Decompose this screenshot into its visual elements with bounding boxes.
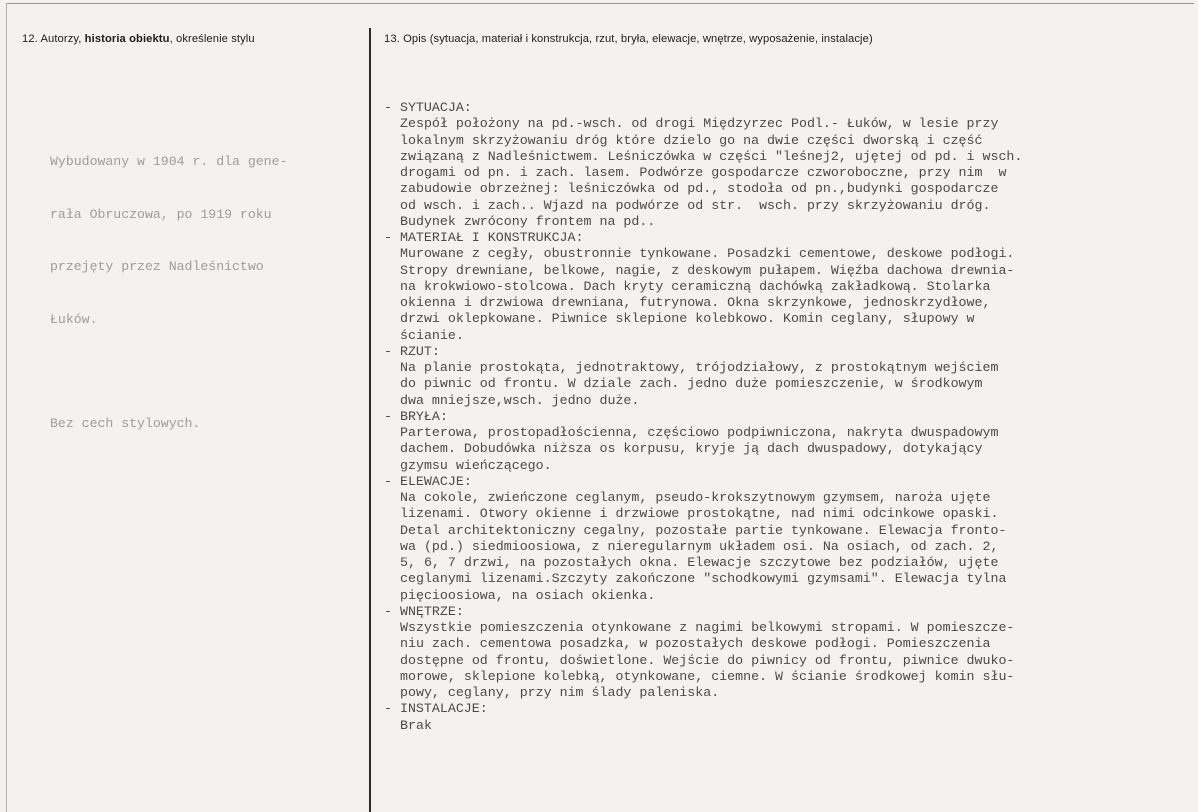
description-line: na krokwiowo-stolcowa. Dach kryty ceramiczną dachówką zakładkową. Stolarka	[400, 278, 991, 294]
description-line: Zespół położony na pd.-wsch. od drogi Międzyrzec Podl.- Łuków, w lesie przy	[400, 116, 999, 132]
description-line: Na cokole, zwieńczone ceglanym, pseudo-krokszytnowym gzymsem, naroża ujęte	[400, 490, 991, 505]
description-line: ceglanymi lizenami.Szczyty zakończone "schodkowymi gzymsami". Elewacja tylna	[400, 571, 1007, 587]
description-line: Stropy drewniane, belkowe, nagie, z deskowym pułapem. Więźba dachowa drewnia-	[400, 262, 1015, 278]
section-heading-elewacje: - ELEWACJE:	[384, 473, 472, 489]
description-line: dostępne od frontu, doświetlone. Wejście do piwnicy od frontu, piwnice dwuko-	[400, 652, 1015, 668]
description-line: niu zach. cementowa posadzka, w pozostałych deskowe podłogi. Pomieszczenia	[400, 636, 991, 652]
column-divider	[369, 28, 371, 812]
section-13-title: Opis (sytuacja, materiał i konstrukcja, rzut, bryła, elewacje, wnętrze, wyposażenie, instalacje)	[403, 33, 873, 45]
section-12-number: 12.	[22, 33, 38, 45]
section-heading-bryla: - BRYŁA:	[384, 408, 448, 424]
frame-top-border	[6, 3, 1194, 4]
section-heading-instalacje: - INSTALACJE:	[384, 701, 488, 717]
section-13-header	[384, 33, 873, 45]
description-line: okienna i drzwiowa drewniana, futrynowa. Okna skrzynkowe, jednoskrzydłowe,	[400, 295, 991, 310]
section-13-number: 13.	[384, 33, 400, 45]
description-line: morowe, sklepione kolebką, otynkowane, ciemne. W ścianie środkowej komin słu-	[400, 668, 1015, 684]
description-line: Budynek zwrócony frontem na pd..	[400, 213, 656, 229]
description-line: Detal architektoniczny cegalny, pozostałe partie tynkowane. Elewacja fronto-	[400, 522, 1007, 538]
description-line: Brak	[400, 717, 432, 733]
description-line: dwa mniejsze,wsch. jedno duże.	[400, 392, 640, 408]
description-line: pięcioosiowa, na osiach okienka.	[400, 587, 656, 603]
description-line: lizenami. Otwory okienne i drzwiowe prostokątne, nad nimi odcinkowe opaski.	[400, 506, 999, 522]
description-text	[384, 100, 1184, 734]
paragraph-gap	[50, 363, 355, 380]
description-line: wa (pd.) siedmioosiowa, z nieregularnym układem osi. Na osiach, od zach. 2,	[400, 538, 999, 554]
history-line: rała Obruczowa, po 1919 roku	[50, 206, 272, 222]
description-line: lokalnym skrzyżowaniu dróg które dzielo go na dwie części dworską i część	[400, 132, 983, 148]
history-text	[50, 118, 355, 468]
section-heading-sytuacja: - SYTUACJA:	[384, 100, 472, 115]
description-line: od wsch. i zach.. Wjazd na podwórze od str. wsch. przy skrzyżowaniu dróg.	[400, 197, 991, 213]
history-line: Wybudowany w 1904 r. dla gene-	[50, 154, 288, 169]
description-line: do piwnic od frontu. W dziale zach. jedno duże pomieszczenie, w środkowym	[400, 376, 983, 392]
description-line: Murowane z cegły, obustronnie tynkowane. Posadzki cementowe, deskowe podłogi.	[400, 246, 1015, 262]
description-line: Parterowa, prostopadłościenna, częściowo podpiwniczona, nakryta dwuspadowym	[400, 425, 999, 440]
description-line: 5, 6, 7 drzwi, na pozostałych okna. Elewacje szczytowe bez podziałów, ujęte	[400, 555, 999, 570]
description-line: Wszystkie pomieszczenia otynkowane z nagimi belkowymi stropami. W pomieszcze-	[400, 620, 1015, 635]
section-12-title-a: Autorzy,	[40, 33, 85, 45]
style-line: Bez cech stylowych.	[50, 416, 201, 431]
description-line: zabudowie obrzeżnej: leśniczówka od pd., stodoła od pn.,budynki gospodarcze	[400, 181, 999, 197]
description-line: drogami od pn. i zach. lasem. Podwórze gospodarcze czworoboczne, przy nim w	[400, 165, 1007, 180]
section-heading-material: - MATERIAŁ I KONSTRUKCJA:	[384, 230, 584, 245]
description-line: ścianie.	[400, 327, 464, 343]
section-heading-wnetrze: - WNĘTRZE:	[384, 603, 464, 619]
section-12-title-c: , określenie stylu	[169, 33, 255, 45]
history-line: Łuków.	[50, 311, 98, 327]
section-heading-rzut: - RZUT:	[384, 343, 440, 359]
description-line: powy, ceglany, przy nim ślady paleniska.	[400, 685, 720, 700]
description-line: drzwi oklepkowane. Piwnice sklepione kolebkowo. Komin ceglany, słupowy w	[400, 311, 975, 327]
history-line: przejęty przez Nadleśnictwo	[50, 259, 264, 274]
description-line: dachem. Dobudówka niższa os korpusu, kryje ją dach dwuspadowy, dotykający	[400, 441, 983, 457]
description-line: związaną z Nadleśnictwem. Leśniczówka w części "leśnej2, ujętej od pd. i wsch.	[400, 148, 1023, 164]
frame-left-border	[6, 3, 7, 812]
description-line: gzymsu wieńczącego.	[400, 457, 552, 473]
section-12-title-b: historia obiektu	[84, 33, 170, 45]
section-12-header	[22, 33, 255, 45]
description-line: Na planie prostokąta, jednotraktowy, trójodziałowy, z prostokątnym wejściem	[400, 360, 999, 375]
